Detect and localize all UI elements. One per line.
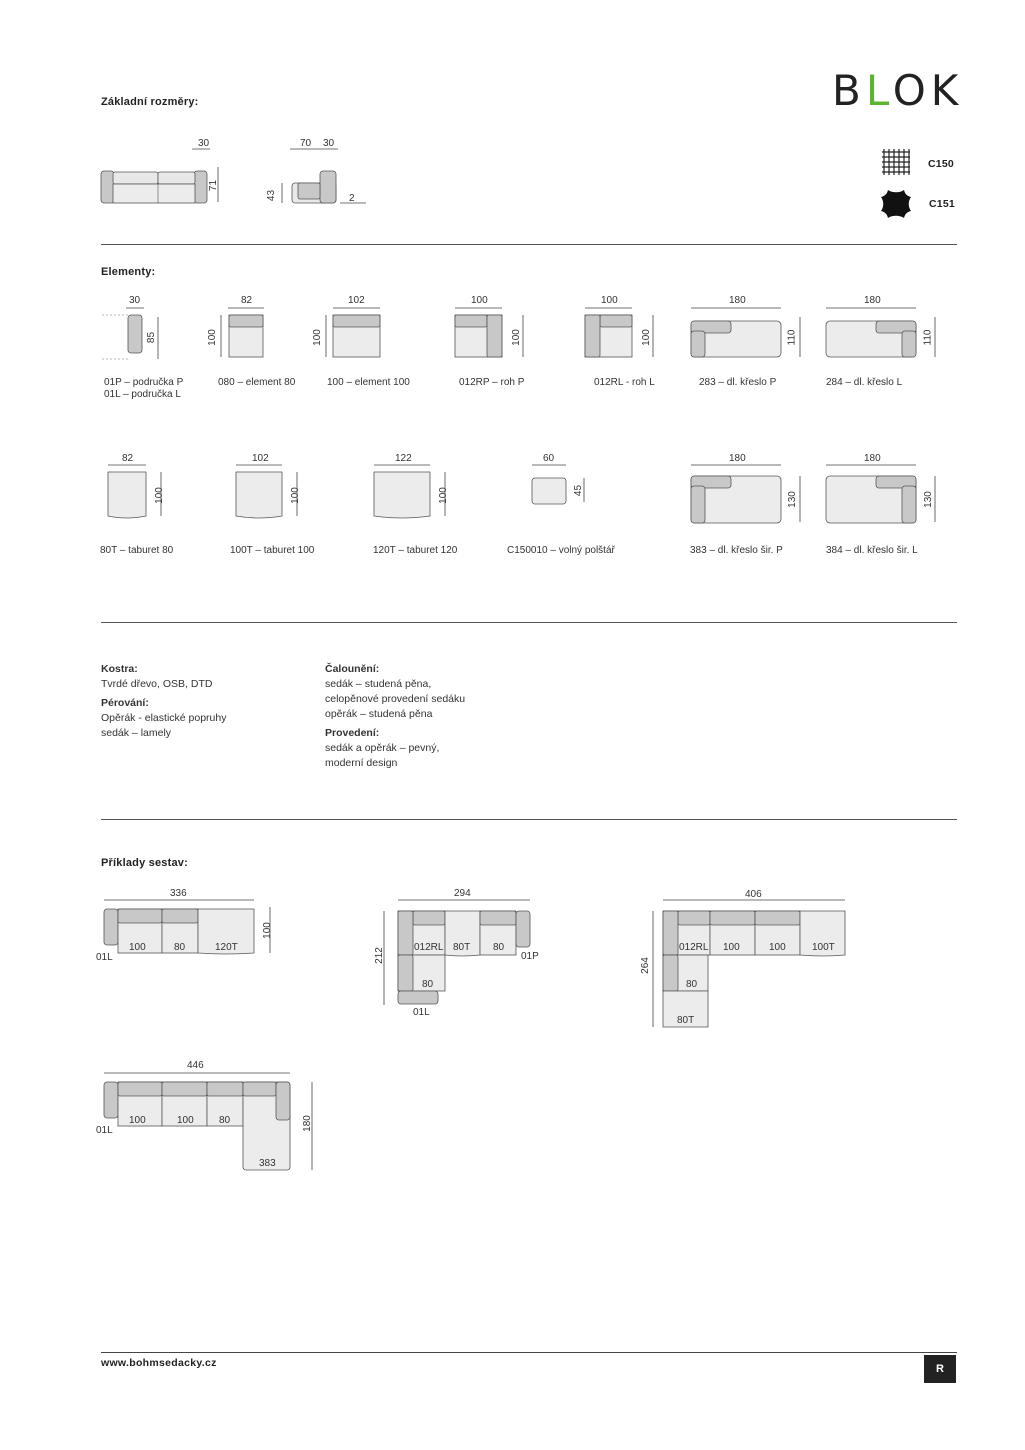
calouneni-title: Čalounění: — [325, 663, 380, 675]
example-part-label: 120T — [215, 942, 238, 953]
example-2-drawing — [380, 897, 540, 1012]
element-height-dim: 45 — [573, 484, 585, 497]
element-284-drawing — [823, 305, 943, 365]
example-part-label: 100 — [723, 942, 740, 953]
provedeni-line: moderní design — [325, 757, 398, 769]
element-100T-label: 100T – taburet 100 — [230, 545, 315, 556]
element-height-dim: 100 — [311, 329, 323, 346]
element-width-dim: 82 — [122, 453, 134, 464]
element-284-label: 284 – dl. křeslo L — [826, 377, 903, 388]
example-part-label: 100T — [812, 942, 835, 953]
element-383-label: 383 – dl. křeslo šir. P — [690, 545, 783, 556]
fabric-icon — [880, 148, 912, 176]
element-383-drawing — [688, 462, 808, 527]
element-width-dim: 102 — [252, 453, 269, 464]
specs-left — [101, 662, 301, 741]
element-80T-label: 80T – taburet 80 — [100, 545, 174, 556]
perovani-line: sedák – lamely — [101, 727, 172, 739]
example-3-drawing — [648, 897, 848, 1032]
sofa-front-drawing — [100, 145, 230, 210]
element-384-label: 384 – dl. křeslo šir. L — [826, 545, 918, 556]
element-012RL-label: 012RL - roh L — [594, 377, 655, 388]
element-C150010-label: C150010 – volný polštář — [507, 545, 615, 556]
chair-seat-height-dim: 43 — [266, 189, 278, 202]
chair-side-drawing — [280, 145, 370, 210]
element-120T-label: 120T – taburet 120 — [373, 545, 458, 556]
example-part-label: 80 — [219, 1115, 231, 1126]
element-100-drawing — [325, 305, 385, 365]
element-width-dim: 82 — [241, 295, 253, 306]
brand-logo: BLOK — [832, 66, 964, 115]
element-width-dim: 180 — [729, 453, 746, 464]
example-part-label: 01P — [521, 951, 539, 962]
element-height-dim: 100 — [153, 487, 165, 504]
example-part-label: 383 — [259, 1158, 276, 1169]
perovani-line: Opěrák - elastické popruhy — [101, 712, 227, 724]
example-part-label: 80T — [453, 942, 471, 953]
examples-title: Příklady sestav: — [101, 857, 188, 869]
element-80T-drawing — [104, 462, 164, 522]
example-part-label: 80 — [493, 942, 505, 953]
element-height-dim: 100 — [510, 329, 522, 346]
kostra-title: Kostra: — [101, 663, 138, 675]
example-part-label: 80 — [174, 942, 186, 953]
page-badge: R — [924, 1355, 956, 1383]
elements-title: Elementy: — [101, 266, 156, 278]
element-384-drawing — [823, 462, 943, 527]
chair-depth-dim: 70 — [300, 138, 312, 149]
element-width-dim: 30 — [129, 295, 141, 306]
element-width-dim: 122 — [395, 453, 412, 464]
perovani-title: Pérování: — [101, 697, 149, 709]
element-C150010-drawing — [528, 462, 598, 512]
example-height-dim: 100 — [261, 922, 273, 939]
example-part-label: 01L — [96, 1125, 113, 1136]
chair-back-dim: 30 — [323, 138, 335, 149]
divider — [101, 244, 957, 245]
calouneni-line: celopěnové provedení sedáku — [325, 693, 466, 705]
element-100T-drawing — [232, 462, 302, 522]
element-01L-label: 01L – područka L — [104, 389, 181, 400]
example-height-dim: 264 — [639, 957, 651, 974]
element-height-dim: 100 — [437, 487, 449, 504]
element-width-dim: 180 — [864, 453, 881, 464]
calouneni-line: sedák – studená pěna, — [325, 678, 432, 690]
example-part-label: 80 — [686, 979, 698, 990]
element-height-dim: 85 — [146, 331, 158, 344]
example-height-dim: 180 — [301, 1115, 313, 1132]
element-height-dim: 100 — [640, 329, 652, 346]
element-width-dim: 180 — [729, 295, 746, 306]
element-283-label: 283 – dl. křeslo P — [699, 377, 777, 388]
element-01P-drawing — [100, 305, 160, 365]
example-part-label: 100 — [177, 1115, 194, 1126]
example-height-dim: 212 — [373, 947, 385, 964]
provedeni-line: sedák a opěrák – pevný, — [325, 742, 440, 754]
element-width-dim: 100 — [471, 295, 488, 306]
leather-icon — [880, 188, 912, 220]
element-width-dim: 100 — [601, 295, 618, 306]
divider — [101, 622, 957, 623]
provedeni-title: Provedení: — [325, 727, 380, 739]
element-120T-drawing — [370, 462, 450, 522]
element-height-dim: 130 — [786, 491, 798, 508]
basic-dimensions-title: Základní rozměry: — [101, 96, 199, 108]
example-width-dim: 336 — [170, 888, 187, 899]
example-part-label: 01L — [413, 1007, 430, 1018]
element-width-dim: 102 — [348, 295, 365, 306]
example-part-label: 100 — [129, 1115, 146, 1126]
element-012RP-label: 012RP – roh P — [459, 377, 525, 388]
material-code-leather: C151 — [929, 198, 955, 210]
element-height-dim: 110 — [786, 329, 798, 346]
element-height-dim: 110 — [922, 329, 934, 346]
chair-leg-dim: 2 — [349, 193, 355, 204]
element-012RL-drawing — [580, 305, 660, 365]
element-width-dim: 60 — [543, 453, 555, 464]
element-100-label: 100 – element 100 — [327, 377, 410, 388]
element-height-dim: 130 — [922, 491, 934, 508]
element-080-label: 080 – element 80 — [218, 377, 296, 388]
example-width-dim: 406 — [745, 889, 762, 900]
sofa-height-dim: 71 — [208, 179, 220, 192]
example-width-dim: 446 — [187, 1060, 204, 1071]
element-height-dim: 100 — [289, 487, 301, 504]
element-012RP-drawing — [450, 305, 530, 365]
example-part-label: 012RL — [414, 942, 444, 953]
element-height-dim: 100 — [206, 329, 218, 346]
element-width-dim: 180 — [864, 295, 881, 306]
example-part-label: 80T — [677, 1015, 695, 1026]
example-part-label: 80 — [422, 979, 434, 990]
specs-right — [325, 662, 545, 771]
example-part-label: 100 — [129, 942, 146, 953]
example-part-label: 100 — [769, 942, 786, 953]
material-code-fabric: C150 — [928, 158, 954, 170]
example-width-dim: 294 — [454, 888, 471, 899]
element-283-drawing — [688, 305, 808, 365]
element-01P-label: 01P – područka P — [104, 377, 184, 388]
divider — [101, 819, 957, 820]
example-1-drawing — [100, 897, 280, 962]
sofa-depth-dim: 30 — [198, 138, 210, 149]
calouneni-line: opěrák – studená pěna — [325, 708, 433, 720]
element-080-drawing — [220, 305, 270, 365]
footer-url-link[interactable]: www.bohmsedacky.cz — [101, 1357, 217, 1369]
footer-divider — [101, 1352, 957, 1353]
kostra-text: Tvrdé dřevo, OSB, DTD — [101, 678, 213, 690]
example-part-label: 01L — [96, 952, 113, 963]
example-part-label: 012RL — [679, 942, 709, 953]
